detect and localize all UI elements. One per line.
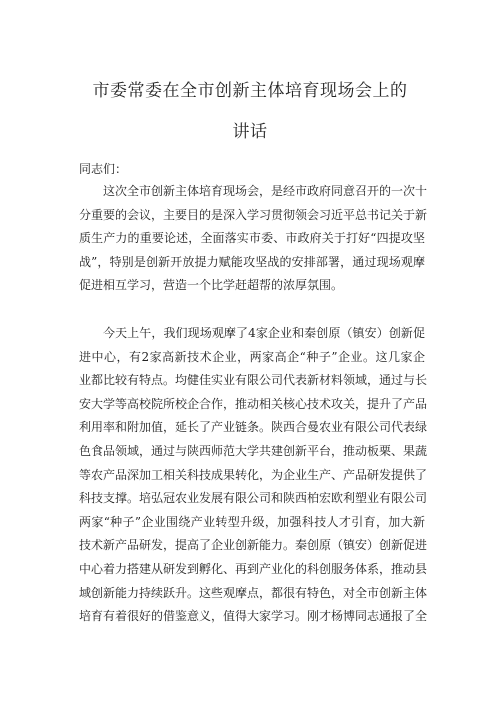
paragraph-line: 域创新能力持续跃升。这些观摩点，都很有特色，对全市创新主体	[79, 585, 428, 600]
paragraph-2	[79, 322, 428, 629]
salutation: 同志们：	[79, 162, 128, 176]
paragraph-line: 业都比较有特点。均健佳实业有限公司代表新材料领域，通过与长	[79, 373, 428, 388]
paragraph-line: 分重要的会议，主要目的是深入学习贯彻领会习近平总书记关于新	[79, 207, 428, 222]
paragraph-line: 色食品领域，通过与陕西师范大学共建创新平台，推动板栗、果蔬	[79, 443, 428, 458]
paragraph-line: 科技支撑。培弘冠农业发展有限公司和陕西柏宏欧利塑业有限公司	[79, 491, 428, 506]
document-title-line-1: 市委常委在全市创新主体培育现场会上的	[92, 81, 408, 101]
paragraph-line: 利用率和附加值，延长了产业链条。陕西合曼农业有限公司代表绿	[79, 420, 428, 435]
document-title-line-2: 讲话	[232, 122, 268, 142]
paragraph-line: 这次全市创新主体培育现场会，是经市政府同意召开的一次十	[103, 184, 428, 198]
paragraph-line: 质生产力的重要论述，全面落实市委、市政府关于打好“四提攻坚	[79, 231, 425, 246]
paragraph-line: 今天上午，我们现场观摩了4家企业和秦创原（镇安）创新促	[103, 326, 425, 340]
paragraph-line: 培育有着很好的借鉴意义，值得大家学习。刚才杨博同志通报了全	[79, 609, 428, 624]
paragraph-line: 安大学等高校院所校企合作，推动相关核心技术攻关，提升了产品	[79, 396, 428, 411]
paragraph-line: 战”，特别是创新开放提力赋能攻坚战的安排部署，通过现场观摩	[79, 254, 425, 269]
paragraph-line: 促进相互学习，营造一个比学赶超帮的浓厚氛围。	[79, 278, 344, 293]
paragraph-line: 等农产品深加工相关科技成果转化，为企业生产、产品研发提供了	[79, 467, 428, 482]
paragraph-line: 中心着力搭建从研发到孵化、再到产业化的科创服务体系，推动县	[79, 561, 428, 576]
paragraph-1	[79, 180, 428, 298]
paragraph-line: 技术新产品研发，提高了企业创新能力。秦创原（镇安）创新促进	[79, 538, 428, 553]
paragraph-line: 两家“种子”企业围绕产业转型升级，加强科技人才引育，加大新	[79, 514, 425, 529]
paragraph-line: 进中心，有2家高新技术企业，两家高企“种子”企业。这几家企	[79, 349, 425, 364]
